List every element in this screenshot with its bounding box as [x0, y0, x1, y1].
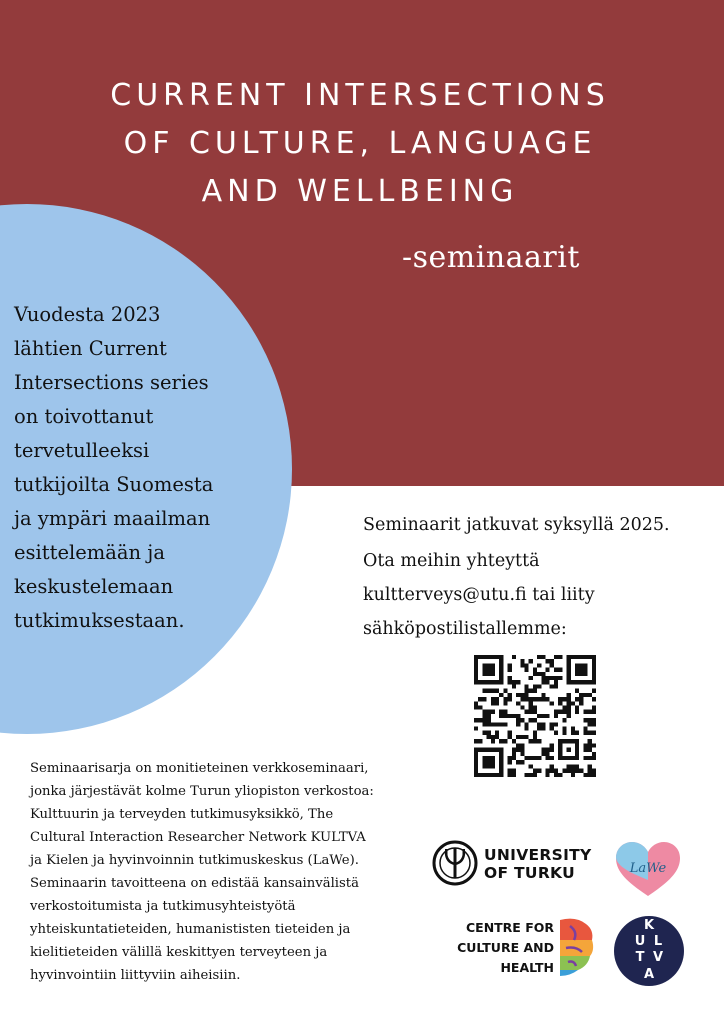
cch-line: HEALTH: [500, 960, 554, 975]
kultva-letter: A: [643, 967, 655, 982]
kultva-letter: K: [643, 918, 655, 933]
intro-line: tutkijoilta Suomesta: [14, 473, 214, 496]
poster-title: [40, 72, 680, 216]
intro-line: lähtien Current: [14, 337, 167, 360]
description-line: Seminaarin tavoitteena on edistää kansainvälistä: [30, 876, 359, 891]
contact-email-line[interactable]: kultterveys@utu.fi tai liity: [363, 585, 595, 605]
colorful-brain-icon: [556, 916, 596, 978]
intro-line: tervetulleeksi: [14, 439, 150, 462]
cch-line: CENTRE FOR: [465, 920, 554, 935]
intro-line: on toivottanut: [14, 405, 154, 428]
university-of-turku-logo: [432, 838, 600, 888]
kultva-letter: U: [634, 934, 646, 949]
intro-line: ja ympäri maailman: [14, 507, 211, 530]
description-line: hyvinvointiin liittyviin aiheisiin.: [30, 968, 241, 983]
title-line-2: OF CULTURE, LANGUAGE: [123, 126, 597, 161]
description: [30, 757, 430, 987]
intro-line: esittelemään ja: [14, 541, 165, 564]
continuation-notice: Seminaarit jatkuvat syksyllä 2025.: [363, 515, 670, 535]
lawe-heart-logo: [614, 840, 682, 898]
centre-for-culture-and-health-logo: [436, 914, 596, 984]
title-line-3: AND WELLBEING: [201, 174, 519, 209]
intro-line: Intersections series: [14, 371, 209, 394]
trident-emblem-icon: [432, 838, 478, 888]
description-line: ja Kielen ja hyvinvoinnin tutkimuskeskus (LaWe).: [30, 853, 359, 868]
intro-text: [14, 298, 276, 638]
contact-line: Ota meihin yhteyttä: [363, 551, 540, 571]
cch-wordmark: [436, 918, 554, 978]
title-line-1: CURRENT INTERSECTIONS: [110, 78, 610, 113]
intro-line: keskustelemaan: [14, 575, 174, 598]
description-line: Cultural Interaction Researcher Network KULTVA: [30, 830, 366, 845]
lawe-text: LaWe: [629, 861, 667, 876]
description-line: kielitieteiden välillä keskittyen terveyteen ja: [30, 945, 328, 960]
poster-subtitle: -seminaarit: [402, 240, 580, 275]
description-line: verkostoitumista ja tutkimusyhteistyötä: [30, 899, 296, 914]
kultva-letter: V: [652, 950, 664, 965]
kultva-logo: [614, 916, 684, 986]
description-line: jonka järjestävät kolme Turun yliopiston verkostoa:: [30, 784, 374, 799]
description-line: Kulttuurin ja terveyden tutkimusyksikkö, The: [30, 807, 334, 822]
qr-code[interactable]: [474, 655, 596, 777]
contact-line: sähköpostilistallemme:: [363, 619, 567, 639]
utu-line: OF TURKU: [484, 864, 575, 882]
utu-line: UNIVERSITY: [484, 846, 592, 864]
description-line: yhteiskuntatieteiden, humanististen tieteiden ja: [30, 922, 351, 937]
cch-line: CULTURE AND: [457, 940, 554, 955]
description-line: Seminaarisarja on monitieteinen verkkoseminaari,: [30, 761, 369, 776]
kultva-letter: T: [635, 950, 645, 965]
intro-line: Vuodesta 2023: [14, 303, 161, 326]
intro-line: tutkimuksestaan.: [14, 609, 185, 632]
utu-wordmark: [484, 846, 592, 882]
kultva-letter: L: [653, 934, 663, 949]
contact-block: [363, 508, 670, 646]
